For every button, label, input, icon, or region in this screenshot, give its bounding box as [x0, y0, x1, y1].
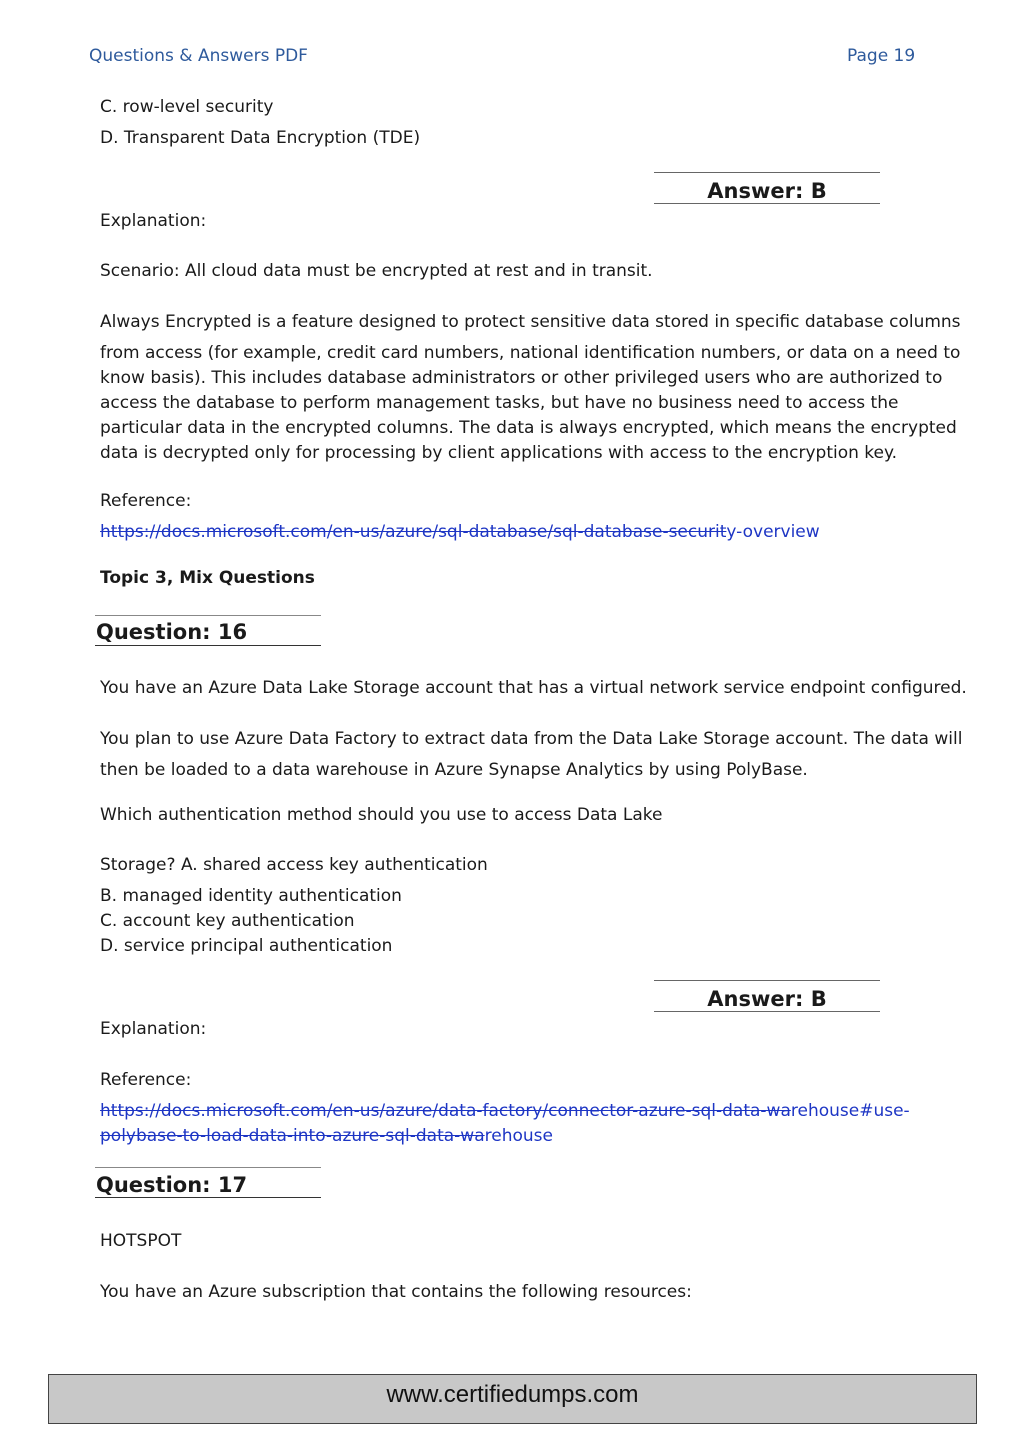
explanation-line: particular data in the encrypted columns. The data is always encrypted, which means the encrypted [100, 418, 957, 438]
reference-link-rest: y-overview [726, 522, 820, 542]
reference-link-struck: polybase-to-load-data-into-azure-sql-data-wa [100, 1126, 485, 1146]
scenario-text: Scenario: All cloud data must be encrypted at rest and in transit. [100, 261, 653, 281]
option-d: D. Transparent Data Encryption (TDE) [100, 128, 421, 148]
question-type: HOTSPOT [100, 1231, 182, 1251]
header-title: Questions & Answers PDF [89, 46, 308, 66]
reference-label: Reference: [100, 1070, 192, 1090]
option-a: Storage? A. shared access key authentication [100, 855, 488, 875]
reference-link-struck: https://docs.microsoft.com/en-us/azure/sql-database/sql-database-securit [100, 522, 727, 542]
reference-link[interactable] [100, 1099, 910, 1124]
option-d: D. service principal authentication [100, 936, 393, 956]
footer-banner: www.certifiedumps.com [48, 1374, 977, 1424]
explanation-line: know basis). This includes database administrators or other privileged users who are authorized to [100, 368, 943, 388]
explanation-label: Explanation: [100, 211, 207, 231]
reference-link[interactable] [100, 1124, 553, 1149]
question-text: You plan to use Azure Data Factory to extract data from the Data Lake Storage account. The data will [100, 729, 963, 749]
reference-link-rest: rehouse#use- [790, 1101, 910, 1121]
option-c: C. account key authentication [100, 911, 355, 931]
question-top-rule [95, 1167, 321, 1168]
question-text: then be loaded to a data warehouse in Azure Synapse Analytics by using PolyBase. [100, 760, 808, 780]
explanation-line: data is decrypted only for processing by client applications with access to the encryption key. [100, 443, 898, 463]
option-b: B. managed identity authentication [100, 886, 402, 906]
question-title: Question: 17 [96, 1173, 248, 1197]
answer-box: Answer: B [654, 172, 880, 204]
topic-heading: Topic 3, Mix Questions [100, 568, 315, 588]
question-text: You have an Azure subscription that contains the following resources: [100, 1282, 692, 1302]
explanation-label: Explanation: [100, 1019, 207, 1039]
explanation-line: access the database to perform management tasks, but have no business need to access the [100, 393, 899, 413]
question-text: You have an Azure Data Lake Storage account that has a virtual network service endpoint configured. [100, 678, 967, 698]
explanation-line: Always Encrypted is a feature designed to protect sensitive data stored in specific database columns [100, 312, 961, 332]
page-number: Page 19 [847, 46, 916, 66]
question-underline [95, 1197, 321, 1198]
question-title: Question: 16 [96, 620, 248, 644]
reference-link-rest: rehouse [484, 1126, 553, 1146]
question-underline [95, 645, 321, 646]
question-text: Which authentication method should you use to access Data Lake [100, 805, 663, 825]
answer-box: Answer: B [654, 980, 880, 1012]
option-c: C. row-level security [100, 97, 274, 117]
explanation-line: from access (for example, credit card numbers, national identification numbers, or data on a need to [100, 343, 961, 363]
question-top-rule [95, 615, 321, 616]
reference-label: Reference: [100, 491, 192, 511]
reference-link[interactable] [100, 520, 820, 545]
reference-link-struck: https://docs.microsoft.com/en-us/azure/data-factory/connector-azure-sql-data-wa [100, 1101, 791, 1121]
